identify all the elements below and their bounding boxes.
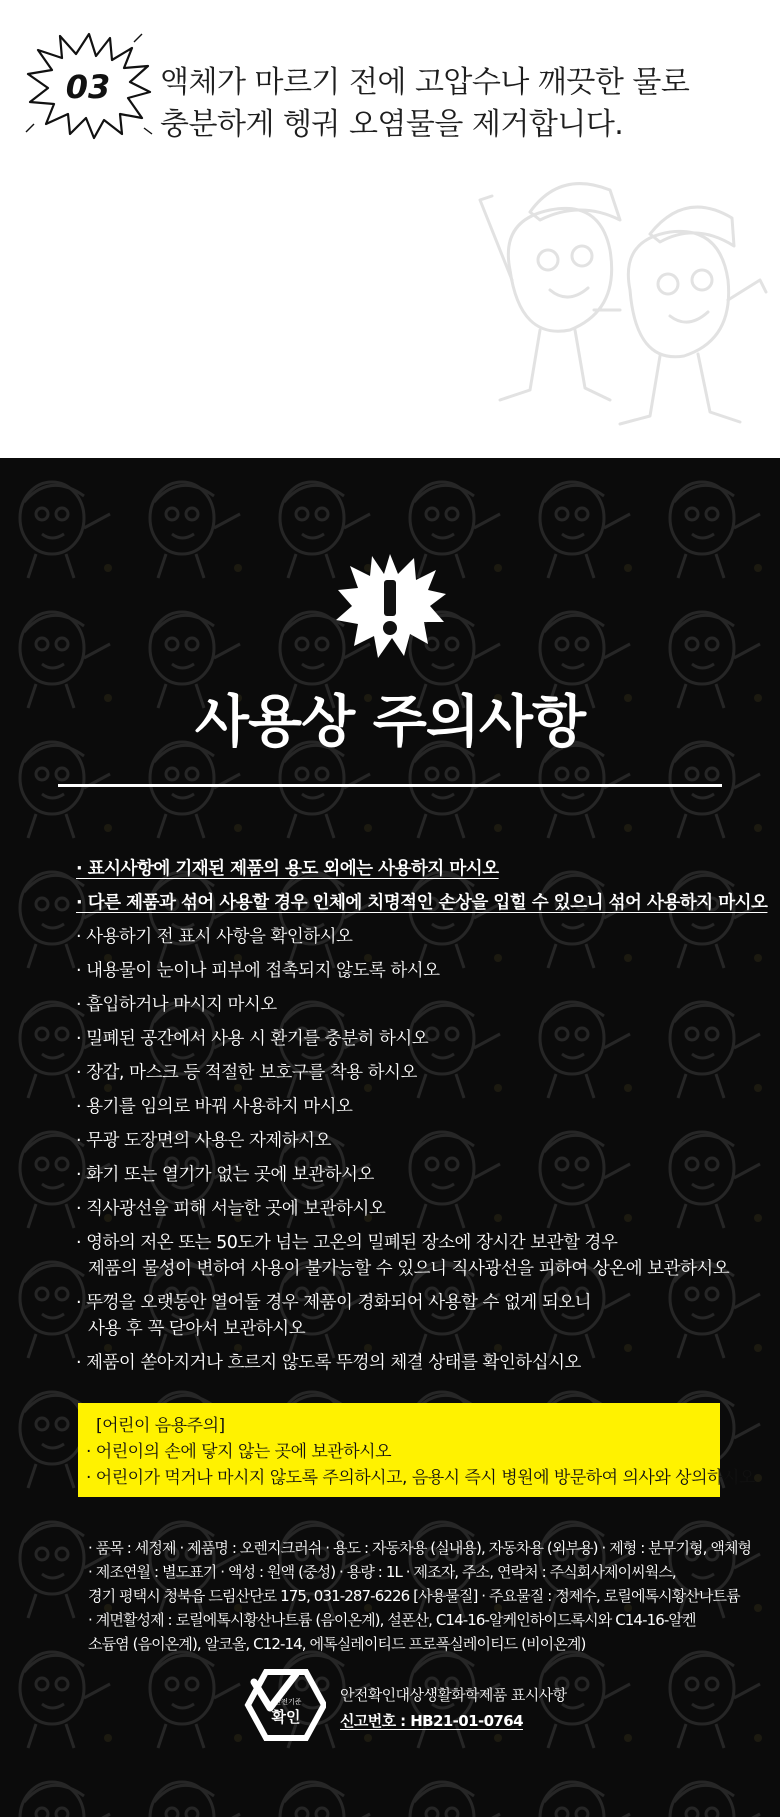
product-info-line: · 계면활성제 : 로릴에톡시황산나트륨 (음이온계), 설폰산, C14-16-알케인하이드록시와 C14-16-알켄: [88, 1611, 696, 1629]
step-description: [160, 62, 689, 146]
exclamation-burst-icon: [334, 552, 446, 662]
logo-small-text: 안전기준: [274, 1698, 302, 1706]
precaution-item: · 흡입하거나 마시지 마시오: [76, 995, 277, 1015]
precaution-item: · 용기를 임의로 바꿔 사용하지 마시오: [76, 1097, 353, 1117]
title-divider: [58, 784, 722, 787]
product-info-line: · 제조연월 : 별도표기 · 액성 : 원액 (중성) · 용량 : 1L · 제조자, 주소, 연락처 : 주식회사제이씨웍스,: [88, 1563, 676, 1581]
safety-check-logo-icon: [244, 1668, 326, 1742]
product-info-line: 경기 평택시 청북읍 드림산단로 175, 031-287-6226 [사용물질] · 주요물질 : 정제수, 로릴에톡시황산나트륨: [88, 1587, 740, 1605]
logo-text: 확인: [271, 1708, 301, 1726]
child-warning-line: · 어린이가 먹거나 마시지 않도록 주의하시고, 음용시 즉시 병원에 방문하여 의사와 상의하시오: [86, 1468, 755, 1488]
precaution-item: · 장갑, 마스크 등 적절한 보호구를 착용 하시오: [76, 1063, 417, 1083]
step-number: 03: [65, 68, 111, 106]
child-warning-title: [어린이 음용주의]: [96, 1416, 225, 1436]
child-warning-box: [78, 1403, 755, 1497]
precaution-item: · 뚜껑을 오랫동안 열어둘 경우 제품이 경화되어 사용할 수 없게 되오니 사용 후 꼭 닫아서 보관하시오: [76, 1293, 592, 1339]
precaution-item: · 내용물이 눈이나 피부에 접촉되지 않도록 하시오: [76, 961, 440, 981]
product-info: [88, 1536, 752, 1656]
precaution-item: · 직사광선을 피해 서늘한 곳에 보관하시오: [76, 1199, 386, 1219]
precaution-item: · 사용하기 전 표시 사항을 확인하시오: [76, 927, 353, 947]
step-line-1: 액체가 마르기 전에 고압수나 깨끗한 물로: [160, 65, 690, 100]
mascot-sketch-illustration: [470, 160, 770, 430]
step-number-burst-badge: [24, 28, 154, 140]
child-warning-line: · 어린이의 손에 닿지 않는 곳에 보관하시오: [86, 1442, 392, 1462]
precaution-item: · 화기 또는 열기가 없는 곳에 보관하시오: [76, 1165, 374, 1185]
step-section: [0, 0, 780, 458]
product-info-line: 소듐염 (음이온계), 알코올, C12-14, 에톡실레이티드 프로폭실레이티드 (비이온계): [88, 1635, 586, 1653]
caution-section: [0, 458, 780, 1817]
precaution-item: · 표시사항에 기재된 제품의 용도 외에는 사용하지 마시오: [76, 859, 499, 879]
precaution-item: · 제품이 쏟아지거나 흐르지 않도록 뚜껑의 체결 상태를 확인하십시오: [76, 1353, 581, 1373]
step-line-2: 충분하게 헹궈 오염물을 제거합니다.: [160, 107, 624, 142]
precaution-item: · 다른 제품과 섞어 사용할 경우 인체에 치명적인 손상을 입힐 수 있으니 섞어 사용하지 마시오: [76, 893, 768, 913]
certification-text: [340, 1682, 566, 1734]
safety-certification: [244, 1668, 567, 1748]
precaution-list: [76, 856, 768, 1384]
report-number: 신고번호 : HB21-01-0764: [340, 1712, 523, 1730]
certification-line-1: 안전확인대상생활화학제품 표시사항: [340, 1686, 567, 1704]
product-info-line: · 품목 : 세정제 · 제품명 : 오렌지크러쉬 · 용도 : 자동차용 (실내용), 자동차용 (외부용) · 제형 : 분무기형, 액체형: [88, 1539, 752, 1557]
caution-title: 사용상 주의사항: [194, 690, 586, 755]
precaution-item: · 무광 도장면의 사용은 자제하시오: [76, 1131, 331, 1151]
precaution-item: · 밀폐된 공간에서 사용 시 환기를 충분히 하시오: [76, 1029, 429, 1049]
precaution-item: · 영하의 저온 또는 50도가 넘는 고온의 밀폐된 장소에 장시간 보관할 경우 제품의 물성이 변하여 사용이 불가능할 수 있으니 직사광선을 피하여 상온에 보관하시오: [76, 1233, 730, 1279]
